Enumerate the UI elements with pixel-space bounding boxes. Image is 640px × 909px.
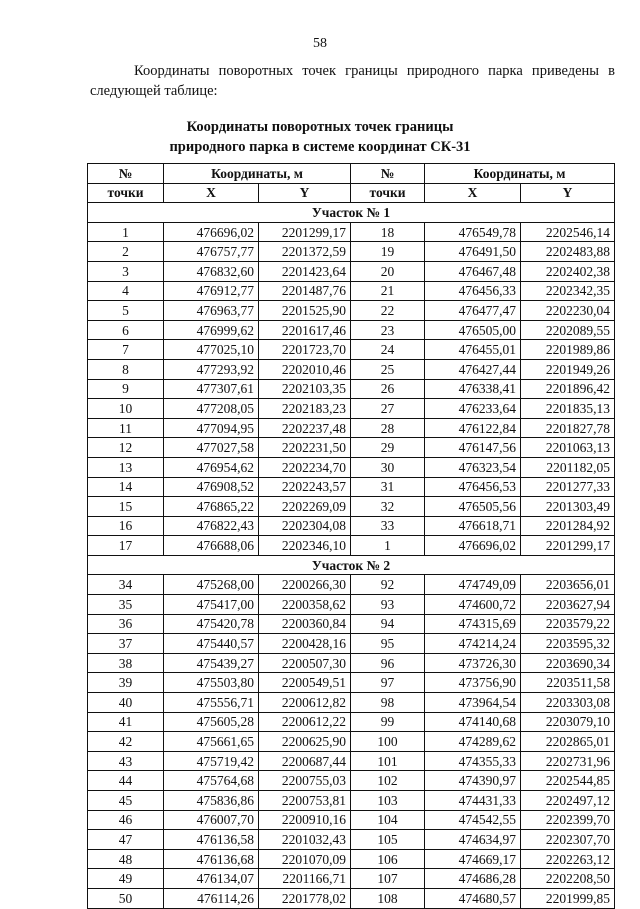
header-point-label: точки	[88, 183, 164, 203]
point-number-cell: 15	[88, 497, 164, 517]
point-number-cell: 99	[351, 712, 425, 732]
y-coordinate-cell: 2200612,82	[259, 693, 351, 713]
point-number-cell: 34	[88, 575, 164, 595]
x-coordinate-cell: 473756,90	[425, 673, 521, 693]
point-number-cell: 7	[88, 340, 164, 360]
header-point-number-right: №	[351, 164, 425, 184]
y-coordinate-cell: 2203627,94	[521, 595, 615, 615]
table-row	[88, 693, 615, 713]
x-coordinate-cell: 475661,65	[164, 732, 259, 752]
y-coordinate-cell: 2203079,10	[521, 712, 615, 732]
point-number-cell: 12	[88, 438, 164, 458]
table-title-line-2: природного парка в системе координат СК-31	[169, 139, 471, 155]
x-coordinate-cell: 476147,56	[425, 438, 521, 458]
table-row	[88, 771, 615, 791]
x-coordinate-cell: 476688,06	[164, 536, 259, 556]
y-coordinate-cell: 2202089,55	[521, 320, 615, 340]
table-row	[88, 888, 615, 908]
point-number-cell: 44	[88, 771, 164, 791]
x-coordinate-cell: 474669,17	[425, 849, 521, 869]
table-row	[88, 536, 615, 556]
point-number-cell: 21	[351, 281, 425, 301]
y-coordinate-cell: 2201989,86	[521, 340, 615, 360]
x-coordinate-cell: 476865,22	[164, 497, 259, 517]
point-number-cell: 14	[88, 477, 164, 497]
point-number-cell: 3	[88, 261, 164, 281]
y-coordinate-cell: 2200507,30	[259, 653, 351, 673]
y-coordinate-cell: 2201999,85	[521, 888, 615, 908]
x-coordinate-cell: 474355,33	[425, 751, 521, 771]
x-coordinate-cell: 475503,80	[164, 673, 259, 693]
point-number-cell: 23	[351, 320, 425, 340]
point-number-cell: 22	[351, 301, 425, 321]
y-coordinate-cell: 2202544,85	[521, 771, 615, 791]
point-number-cell: 11	[88, 418, 164, 438]
y-coordinate-cell: 2201617,46	[259, 320, 351, 340]
y-coordinate-cell: 2201277,33	[521, 477, 615, 497]
x-coordinate-cell: 473964,54	[425, 693, 521, 713]
table-title	[0, 117, 640, 157]
x-coordinate-cell: 476912,77	[164, 281, 259, 301]
table-row	[88, 712, 615, 732]
point-number-cell: 39	[88, 673, 164, 693]
table-row	[88, 673, 615, 693]
section-title: Участок № 2	[88, 555, 615, 575]
section-row	[88, 203, 615, 223]
point-number-cell: 42	[88, 732, 164, 752]
x-coordinate-cell: 475440,57	[164, 634, 259, 654]
x-coordinate-cell: 476477,47	[425, 301, 521, 321]
table-row	[88, 438, 615, 458]
table-row	[88, 732, 615, 752]
table-row	[88, 575, 615, 595]
x-coordinate-cell: 476505,00	[425, 320, 521, 340]
point-number-cell: 103	[351, 791, 425, 811]
point-number-cell: 106	[351, 849, 425, 869]
x-coordinate-cell: 476963,77	[164, 301, 259, 321]
point-number-cell: 24	[351, 340, 425, 360]
y-coordinate-cell: 2202402,38	[521, 261, 615, 281]
y-coordinate-cell: 2203690,34	[521, 653, 615, 673]
point-number-cell: 33	[351, 516, 425, 536]
table-row	[88, 457, 615, 477]
header-point-label-right: точки	[351, 183, 425, 203]
header-y-left: Y	[259, 183, 351, 203]
table-row	[88, 399, 615, 419]
y-coordinate-cell: 2201835,13	[521, 399, 615, 419]
x-coordinate-cell: 476467,48	[425, 261, 521, 281]
point-number-cell: 50	[88, 888, 164, 908]
y-coordinate-cell: 2201487,76	[259, 281, 351, 301]
x-coordinate-cell: 476456,33	[425, 281, 521, 301]
table-row	[88, 653, 615, 673]
point-number-cell: 32	[351, 497, 425, 517]
section-title: Участок № 1	[88, 203, 615, 223]
point-number-cell: 6	[88, 320, 164, 340]
point-number-cell: 18	[351, 222, 425, 242]
table-row	[88, 222, 615, 242]
x-coordinate-cell: 474390,97	[425, 771, 521, 791]
x-coordinate-cell: 474749,09	[425, 575, 521, 595]
point-number-cell: 26	[351, 379, 425, 399]
point-number-cell: 13	[88, 457, 164, 477]
x-coordinate-cell: 474680,57	[425, 888, 521, 908]
y-coordinate-cell: 2200266,30	[259, 575, 351, 595]
y-coordinate-cell: 2202483,88	[521, 242, 615, 262]
table-row	[88, 242, 615, 262]
point-number-cell: 9	[88, 379, 164, 399]
x-coordinate-cell: 476455,01	[425, 340, 521, 360]
table-row	[88, 869, 615, 889]
table-row	[88, 614, 615, 634]
x-coordinate-cell: 474686,28	[425, 869, 521, 889]
point-number-cell: 35	[88, 595, 164, 615]
y-coordinate-cell: 2202342,35	[521, 281, 615, 301]
x-coordinate-cell: 474634,97	[425, 830, 521, 850]
table-body	[88, 203, 615, 908]
y-coordinate-cell: 2200612,22	[259, 712, 351, 732]
table-row	[88, 477, 615, 497]
table-row	[88, 497, 615, 517]
point-number-cell: 1	[88, 222, 164, 242]
point-number-cell: 8	[88, 359, 164, 379]
x-coordinate-cell: 476136,68	[164, 849, 259, 869]
y-coordinate-cell: 2200755,03	[259, 771, 351, 791]
y-coordinate-cell: 2202346,10	[259, 536, 351, 556]
x-coordinate-cell: 474289,62	[425, 732, 521, 752]
x-coordinate-cell: 475417,00	[164, 595, 259, 615]
table-row	[88, 634, 615, 654]
header-coordinates-left: Координаты, м	[164, 164, 351, 184]
y-coordinate-cell: 2202304,08	[259, 516, 351, 536]
x-coordinate-cell: 477027,58	[164, 438, 259, 458]
point-number-cell: 27	[351, 399, 425, 419]
x-coordinate-cell: 475420,78	[164, 614, 259, 634]
y-coordinate-cell: 2201299,17	[259, 222, 351, 242]
y-coordinate-cell: 2201372,59	[259, 242, 351, 262]
y-coordinate-cell: 2202546,14	[521, 222, 615, 242]
point-number-cell: 93	[351, 595, 425, 615]
x-coordinate-cell: 476822,43	[164, 516, 259, 536]
x-coordinate-cell: 476134,07	[164, 869, 259, 889]
point-number-cell: 2	[88, 242, 164, 262]
point-number-cell: 28	[351, 418, 425, 438]
y-coordinate-cell: 2202731,96	[521, 751, 615, 771]
x-coordinate-cell: 475439,27	[164, 653, 259, 673]
point-number-cell: 104	[351, 810, 425, 830]
header-point-number: №	[88, 164, 164, 184]
y-coordinate-cell: 2202399,70	[521, 810, 615, 830]
point-number-cell: 94	[351, 614, 425, 634]
page-number: 58	[313, 36, 327, 51]
y-coordinate-cell: 2203511,58	[521, 673, 615, 693]
x-coordinate-cell: 476618,71	[425, 516, 521, 536]
y-coordinate-cell: 2201525,90	[259, 301, 351, 321]
table-row	[88, 516, 615, 536]
y-coordinate-cell: 2201182,05	[521, 457, 615, 477]
x-coordinate-cell: 475719,42	[164, 751, 259, 771]
x-coordinate-cell: 475268,00	[164, 575, 259, 595]
x-coordinate-cell: 476122,84	[425, 418, 521, 438]
table-header	[88, 164, 615, 203]
x-coordinate-cell: 476908,52	[164, 477, 259, 497]
y-coordinate-cell: 2200360,84	[259, 614, 351, 634]
point-number-cell: 43	[88, 751, 164, 771]
table-row	[88, 340, 615, 360]
point-number-cell: 101	[351, 751, 425, 771]
point-number-cell: 1	[351, 536, 425, 556]
point-number-cell: 25	[351, 359, 425, 379]
y-coordinate-cell: 2201070,09	[259, 849, 351, 869]
y-coordinate-cell: 2200910,16	[259, 810, 351, 830]
y-coordinate-cell: 2201032,43	[259, 830, 351, 850]
point-number-cell: 29	[351, 438, 425, 458]
y-coordinate-cell: 2203656,01	[521, 575, 615, 595]
point-number-cell: 107	[351, 869, 425, 889]
point-number-cell: 5	[88, 301, 164, 321]
y-coordinate-cell: 2202865,01	[521, 732, 615, 752]
intro-paragraph: Координаты поворотных точек границы природного парка приведены в следующей таблице:	[90, 63, 615, 99]
point-number-cell: 100	[351, 732, 425, 752]
y-coordinate-cell: 2201896,42	[521, 379, 615, 399]
y-coordinate-cell: 2202237,48	[259, 418, 351, 438]
y-coordinate-cell: 2202234,70	[259, 457, 351, 477]
table-row	[88, 830, 615, 850]
point-number-cell: 19	[351, 242, 425, 262]
y-coordinate-cell: 2202183,23	[259, 399, 351, 419]
point-number-cell: 16	[88, 516, 164, 536]
y-coordinate-cell: 2202307,70	[521, 830, 615, 850]
point-number-cell: 30	[351, 457, 425, 477]
point-number-cell: 17	[88, 536, 164, 556]
table-row	[88, 261, 615, 281]
point-number-cell: 47	[88, 830, 164, 850]
x-coordinate-cell: 475556,71	[164, 693, 259, 713]
x-coordinate-cell: 476999,62	[164, 320, 259, 340]
y-coordinate-cell: 2200358,62	[259, 595, 351, 615]
y-coordinate-cell: 2200753,81	[259, 791, 351, 811]
x-coordinate-cell: 476456,53	[425, 477, 521, 497]
y-coordinate-cell: 2203579,22	[521, 614, 615, 634]
x-coordinate-cell: 476505,56	[425, 497, 521, 517]
point-number-cell: 105	[351, 830, 425, 850]
x-coordinate-cell: 476696,02	[164, 222, 259, 242]
point-number-cell: 20	[351, 261, 425, 281]
y-coordinate-cell: 2201284,92	[521, 516, 615, 536]
table-row	[88, 751, 615, 771]
y-coordinate-cell: 2202243,57	[259, 477, 351, 497]
x-coordinate-cell: 477025,10	[164, 340, 259, 360]
point-number-cell: 37	[88, 634, 164, 654]
point-number-cell: 95	[351, 634, 425, 654]
y-coordinate-cell: 2201063,13	[521, 438, 615, 458]
point-number-cell: 48	[88, 849, 164, 869]
x-coordinate-cell: 474542,55	[425, 810, 521, 830]
table-row	[88, 810, 615, 830]
point-number-cell: 40	[88, 693, 164, 713]
y-coordinate-cell: 2202231,50	[259, 438, 351, 458]
x-coordinate-cell: 476323,54	[425, 457, 521, 477]
y-coordinate-cell: 2202263,12	[521, 849, 615, 869]
y-coordinate-cell: 2201303,49	[521, 497, 615, 517]
point-number-cell: 92	[351, 575, 425, 595]
point-number-cell: 38	[88, 653, 164, 673]
point-number-cell: 36	[88, 614, 164, 634]
x-coordinate-cell: 477293,92	[164, 359, 259, 379]
point-number-cell: 108	[351, 888, 425, 908]
x-coordinate-cell: 476491,50	[425, 242, 521, 262]
point-number-cell: 96	[351, 653, 425, 673]
y-coordinate-cell: 2200549,51	[259, 673, 351, 693]
x-coordinate-cell: 474600,72	[425, 595, 521, 615]
x-coordinate-cell: 474140,68	[425, 712, 521, 732]
table-row	[88, 791, 615, 811]
table-row	[88, 359, 615, 379]
x-coordinate-cell: 477208,05	[164, 399, 259, 419]
table-row	[88, 595, 615, 615]
point-number-cell: 49	[88, 869, 164, 889]
x-coordinate-cell: 476114,26	[164, 888, 259, 908]
point-number-cell: 102	[351, 771, 425, 791]
x-coordinate-cell: 476007,70	[164, 810, 259, 830]
table-row	[88, 418, 615, 438]
x-coordinate-cell: 474214,24	[425, 634, 521, 654]
y-coordinate-cell: 2202208,50	[521, 869, 615, 889]
y-coordinate-cell: 2202010,46	[259, 359, 351, 379]
y-coordinate-cell: 2201949,26	[521, 359, 615, 379]
x-coordinate-cell: 476136,58	[164, 830, 259, 850]
point-number-cell: 31	[351, 477, 425, 497]
table-row	[88, 379, 615, 399]
header-y-right: Y	[521, 183, 615, 203]
y-coordinate-cell: 2201299,17	[521, 536, 615, 556]
x-coordinate-cell: 475764,68	[164, 771, 259, 791]
x-coordinate-cell: 475605,28	[164, 712, 259, 732]
y-coordinate-cell: 2201723,70	[259, 340, 351, 360]
y-coordinate-cell: 2203303,08	[521, 693, 615, 713]
point-number-cell: 10	[88, 399, 164, 419]
y-coordinate-cell: 2201166,71	[259, 869, 351, 889]
header-x-left: X	[164, 183, 259, 203]
section-row	[88, 555, 615, 575]
x-coordinate-cell: 476832,60	[164, 261, 259, 281]
x-coordinate-cell: 474315,69	[425, 614, 521, 634]
x-coordinate-cell: 477094,95	[164, 418, 259, 438]
y-coordinate-cell: 2202103,35	[259, 379, 351, 399]
point-number-cell: 97	[351, 673, 425, 693]
x-coordinate-cell: 474431,33	[425, 791, 521, 811]
y-coordinate-cell: 2201778,02	[259, 888, 351, 908]
y-coordinate-cell: 2202497,12	[521, 791, 615, 811]
y-coordinate-cell: 2200625,90	[259, 732, 351, 752]
x-coordinate-cell: 477307,61	[164, 379, 259, 399]
table-row	[88, 849, 615, 869]
x-coordinate-cell: 476338,41	[425, 379, 521, 399]
y-coordinate-cell: 2203595,32	[521, 634, 615, 654]
y-coordinate-cell: 2201423,64	[259, 261, 351, 281]
x-coordinate-cell: 476549,78	[425, 222, 521, 242]
point-number-cell: 46	[88, 810, 164, 830]
coordinates-table	[87, 163, 615, 909]
y-coordinate-cell: 2200428,16	[259, 634, 351, 654]
y-coordinate-cell: 2200687,44	[259, 751, 351, 771]
header-x-right: X	[425, 183, 521, 203]
point-number-cell: 45	[88, 791, 164, 811]
point-number-cell: 41	[88, 712, 164, 732]
point-number-cell: 98	[351, 693, 425, 713]
y-coordinate-cell: 2202230,04	[521, 301, 615, 321]
x-coordinate-cell: 476757,77	[164, 242, 259, 262]
x-coordinate-cell: 476696,02	[425, 536, 521, 556]
table-row	[88, 281, 615, 301]
y-coordinate-cell: 2202269,09	[259, 497, 351, 517]
table-row	[88, 320, 615, 340]
y-coordinate-cell: 2201827,78	[521, 418, 615, 438]
x-coordinate-cell: 476233,64	[425, 399, 521, 419]
x-coordinate-cell: 473726,30	[425, 653, 521, 673]
x-coordinate-cell: 476954,62	[164, 457, 259, 477]
header-coordinates-right: Координаты, м	[425, 164, 615, 184]
x-coordinate-cell: 476427,44	[425, 359, 521, 379]
x-coordinate-cell: 475836,86	[164, 791, 259, 811]
table-row	[88, 301, 615, 321]
table-title-line-1: Координаты поворотных точек границы	[186, 119, 454, 135]
point-number-cell: 4	[88, 281, 164, 301]
